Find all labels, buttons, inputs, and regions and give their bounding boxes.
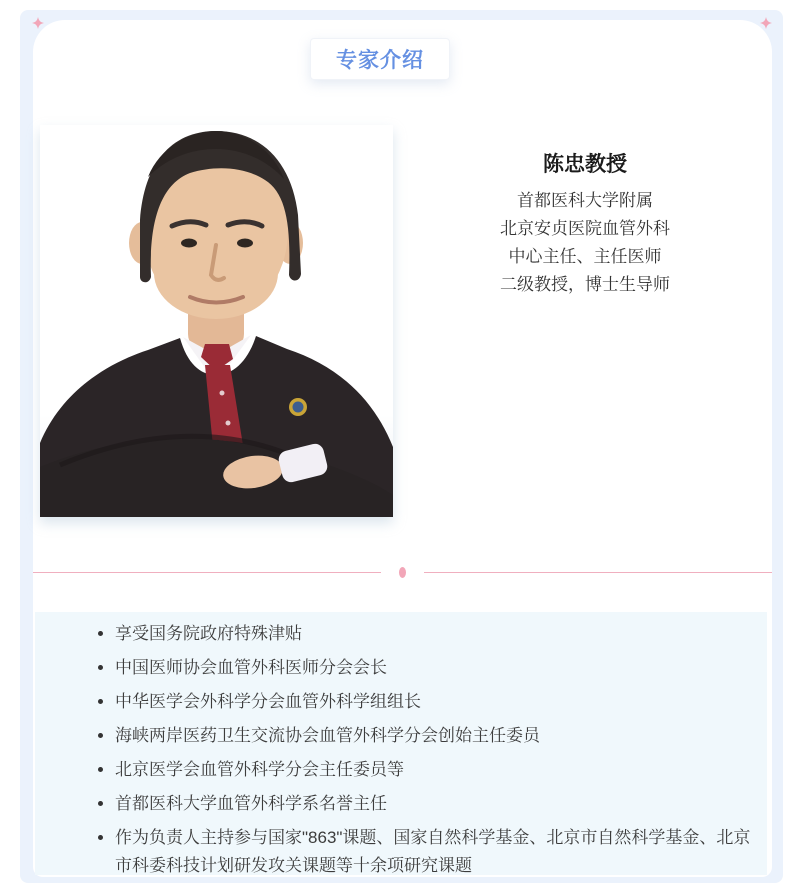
expert-title-line: 二级教授，博士生导师 xyxy=(500,275,670,294)
credential-item: 作为负责人主持参与国家"863"课题、国家自然科学基金、北京市自然科学基金、北京市科委科技计划研发攻关课题等十余项研究课题 xyxy=(98,824,753,880)
section-title-badge: 专家介绍 xyxy=(310,38,450,80)
expert-photo xyxy=(40,125,393,517)
section-divider xyxy=(33,567,772,578)
credential-item: 中华医学会外科学分会血管外科学组组长 xyxy=(98,688,753,716)
expert-title-line: 首都医科大学附属 xyxy=(517,191,653,210)
expert-title-line: 北京安贞医院血管外科 xyxy=(500,219,670,238)
expert-profile xyxy=(435,150,735,299)
credential-item: 中国医师协会血管外科医师分会会长 xyxy=(98,654,753,682)
expert-titles xyxy=(435,187,735,299)
divider-line xyxy=(33,572,381,573)
credential-item: 享受国务院政府特殊津贴 xyxy=(98,620,753,648)
credential-item: 首都医科大学血管外科学系名誉主任 xyxy=(98,790,753,818)
sparkle-icon xyxy=(760,17,772,29)
expert-title-line: 中心主任、主任医师 xyxy=(508,247,662,266)
sparkle-icon xyxy=(32,17,44,29)
credentials-panel xyxy=(35,612,767,875)
credential-item: 海峡两岸医药卫生交流协会血管外科学分会创始主任委员 xyxy=(98,722,753,750)
expert-name: 陈忠教授 xyxy=(543,153,627,176)
credential-item: 北京医学会血管外科学分会主任委员等 xyxy=(98,756,753,784)
credentials-list xyxy=(35,612,767,880)
divider-line xyxy=(424,572,772,573)
divider-dot-icon xyxy=(399,567,406,578)
